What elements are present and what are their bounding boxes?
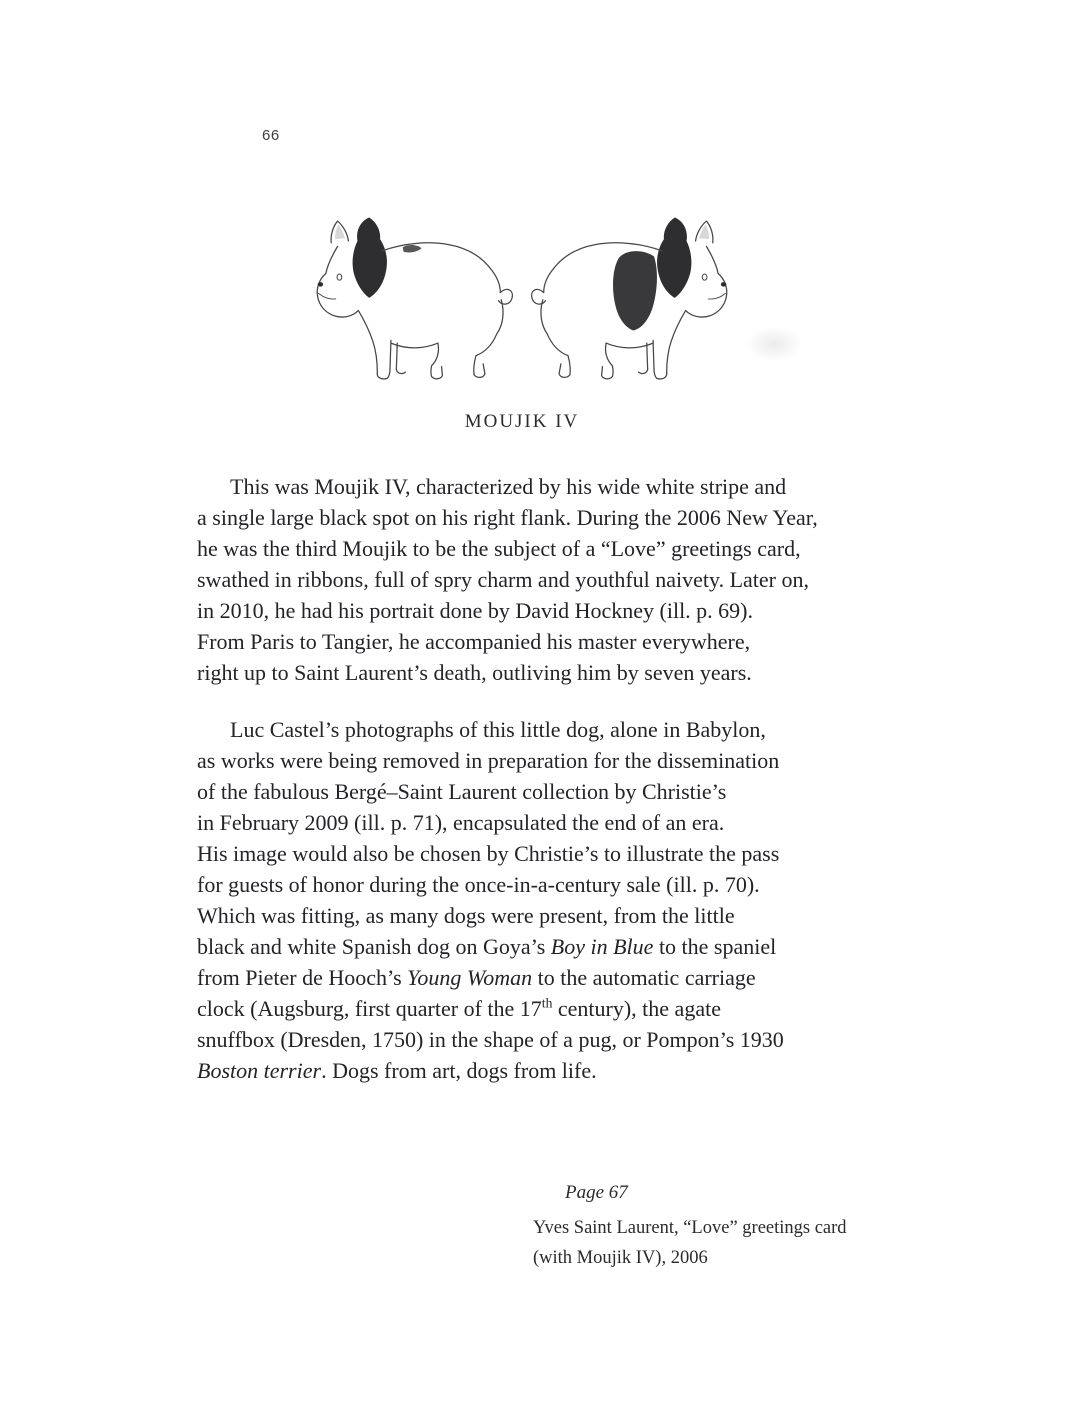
text-line: right up to Saint Laurent’s death, outliving him by seven years.: [197, 660, 752, 685]
credit-line: Yves Saint Laurent, “Love” greetings card: [533, 1218, 847, 1238]
footer-credit: [533, 1213, 847, 1273]
text-line: black and white Spanish dog on Goya’s Boy in Blue to the spaniel: [197, 934, 777, 959]
moujik-illustration: [296, 206, 748, 388]
footer-page-reference: Page 67: [565, 1182, 628, 1203]
text-line: he was the third Moujik to be the subject of a “Love” greetings card,: [197, 536, 801, 561]
figure-caption: MOUJIK IV: [464, 411, 580, 432]
text-line: Which was fitting, as many dogs were present, from the little: [197, 903, 735, 928]
text-line: of the fabulous Bergé–Saint Laurent collection by Christie’s: [197, 779, 727, 804]
text-line: a single large black spot on his right flank. During the 2006 New Year,: [197, 505, 818, 530]
bulldog-sketch-svg: [296, 206, 748, 388]
text-line: snuffbox (Dresden, 1750) in the shape of a pug, or Pompon’s 1930: [197, 1027, 784, 1052]
body-text: [197, 471, 818, 1086]
page-number: 66: [262, 127, 280, 144]
dog-left-profile: [317, 217, 512, 378]
text-line: as works were being removed in preparation for the dissemination: [197, 748, 780, 773]
text-line: Boston terrier. Dogs from art, dogs from life.: [197, 1058, 597, 1083]
dog-right-profile: [532, 217, 727, 378]
text-line: From Paris to Tangier, he accompanied his master everywhere,: [197, 629, 751, 654]
text-line: in February 2009 (ill. p. 71), encapsulated the end of an era.: [197, 810, 725, 835]
paper-smudge: [745, 326, 803, 362]
text-line: Luc Castel’s photographs of this little dog, alone in Babylon,: [230, 717, 766, 742]
text-line: swathed in ribbons, full of spry charm and youthful naivety. Later on,: [197, 567, 809, 592]
text-line: This was Moujik IV, characterized by his wide white stripe and: [230, 474, 787, 499]
text-line: from Pieter de Hooch’s Young Woman to the automatic carriage: [197, 965, 756, 990]
paragraph: [197, 471, 818, 688]
text-line: clock (Augsburg, first quarter of the 17th century), the agate: [197, 995, 721, 1021]
text-line: His image would also be chosen by Christie’s to illustrate the pass: [197, 841, 780, 866]
text-line: for guests of honor during the once-in-a-century sale (ill. p. 70).: [197, 872, 760, 897]
text-line: in 2010, he had his portrait done by David Hockney (ill. p. 69).: [197, 598, 754, 623]
paragraph: [197, 714, 818, 1086]
credit-line: (with Moujik IV), 2006: [533, 1248, 708, 1268]
